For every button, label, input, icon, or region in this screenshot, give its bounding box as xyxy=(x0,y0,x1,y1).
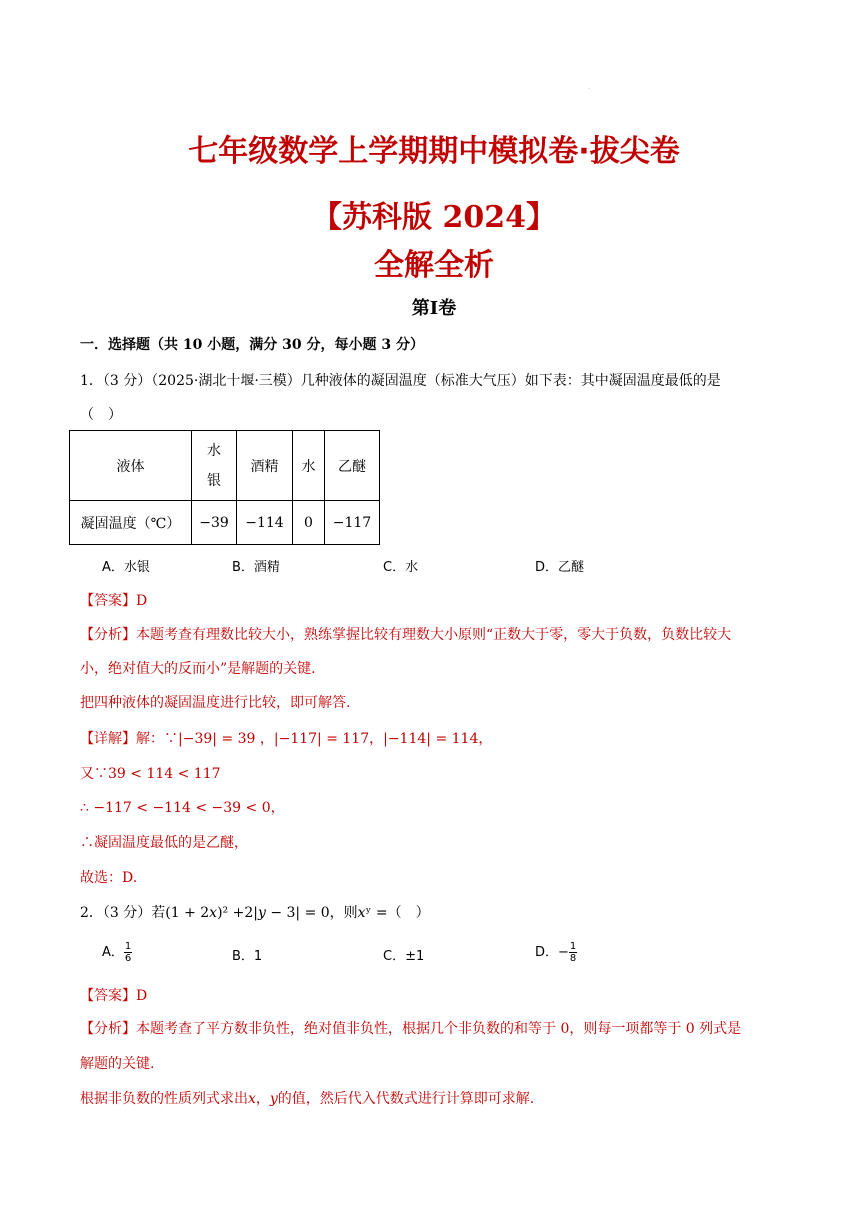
q1-detail: 【详解】解：∵|−39| = 39 ，|−117| = 117，|−114| = 114， xyxy=(80,731,493,747)
q2-analysis-method: 根据非负数的性质列式求出𝑥，𝑦的值，然后代入代数式进行计算即可求解. xyxy=(80,1091,535,1107)
fraction xyxy=(569,941,577,964)
table-cell: 水 xyxy=(293,431,325,501)
table-cell: −114 xyxy=(237,501,293,545)
q1-stem-text: （3 分）（2025·湖北十堰·三模）几种液体的凝固温度（标准大气压）如下表：其中凝固温度最低的是 xyxy=(102,373,721,389)
document-title: 七年级数学上学期期中模拟卷·拔尖卷 xyxy=(188,134,680,169)
q2-number: 2． xyxy=(80,905,103,921)
q2-stem xyxy=(80,902,430,922)
q2-analysis-cont: 解题的关键. xyxy=(80,1056,155,1072)
table-row xyxy=(70,501,380,545)
subtitle: 全解全析 xyxy=(374,248,494,283)
q1-analysis-cont: 小，绝对值大的反而小”是解题的关键. xyxy=(80,661,316,677)
q2-option-d-label: D．− xyxy=(535,945,569,960)
q2-stem-text: （3 分）若(1 + 2𝑥)² +2|𝑦 − 3| = 0，则𝑥ʸ =（ ） xyxy=(102,905,430,921)
q1-analysis: 【分析】本题考查有理数比较大小，熟练掌握比较有理数大小原则“正数大于零，零大于负数，负数比较大 xyxy=(80,627,732,643)
table-cell: 液体 xyxy=(70,431,192,501)
q1-option-a: A．水银 xyxy=(102,560,150,575)
fraction-numerator: 1 xyxy=(124,941,132,952)
liquid-table xyxy=(69,430,380,545)
fraction xyxy=(124,941,132,964)
table-cell: 酒精 xyxy=(237,431,293,501)
fraction-numerator: 1 xyxy=(569,941,577,952)
q1-detail-choice: 故选：D. xyxy=(80,870,138,886)
q1-option-b: B．酒精 xyxy=(232,560,280,575)
table-cell: −39 xyxy=(192,501,237,545)
q2-option-a xyxy=(102,941,132,964)
fraction-denominator: 6 xyxy=(124,953,132,964)
volume-heading: 第Ⅰ卷 xyxy=(411,298,457,319)
q1-detail-step4: ∴凝固温度最低的是乙醚， xyxy=(80,835,248,851)
table-cell: 凝固温度（℃） xyxy=(70,501,192,545)
q1-stem xyxy=(80,370,721,390)
q2-option-d xyxy=(535,941,577,964)
q2-option-a-label: A． xyxy=(102,945,124,960)
q1-analysis-method: 把四种液体的凝固温度进行比较，即可解答. xyxy=(80,695,351,711)
q2-analysis: 【分析】本题考查了平方数非负性，绝对值非负性，根据几个非负数的和等于 0，则每一项都等于 0 列式是 xyxy=(80,1021,742,1037)
q1-option-d: D．乙醚 xyxy=(535,560,585,575)
q1-answer: 【答案】D xyxy=(80,593,148,609)
corner-dot: · xyxy=(588,86,590,93)
table-cell xyxy=(192,431,237,501)
q1-option-c: C．水 xyxy=(383,560,419,575)
q2-answer: 【答案】D xyxy=(80,988,148,1004)
table-cell: −117 xyxy=(325,501,380,545)
q2-option-b: B．1 xyxy=(232,949,263,964)
fraction-denominator: 8 xyxy=(569,953,577,964)
table-cell: 乙醚 xyxy=(325,431,380,501)
section-heading: 一．选择题（共 10 小题，满分 30 分，每小题 3 分） xyxy=(80,337,424,353)
q1-stem-line2: （ ） xyxy=(80,407,122,423)
table-row xyxy=(70,431,380,501)
q1-number: 1． xyxy=(80,373,103,389)
table-cell-line: 水 xyxy=(207,442,221,459)
q1-detail-step3: ∴ −117 < −114 < −39 < 0， xyxy=(80,800,285,816)
q1-detail-step2: 又∵39 < 114 < 117 xyxy=(80,766,221,782)
q2-option-c: C．±1 xyxy=(383,949,425,964)
table-cell: 0 xyxy=(293,501,325,545)
edition-title: 【苏科版 2024】 xyxy=(312,200,556,235)
table-cell-line: 银 xyxy=(207,472,221,489)
